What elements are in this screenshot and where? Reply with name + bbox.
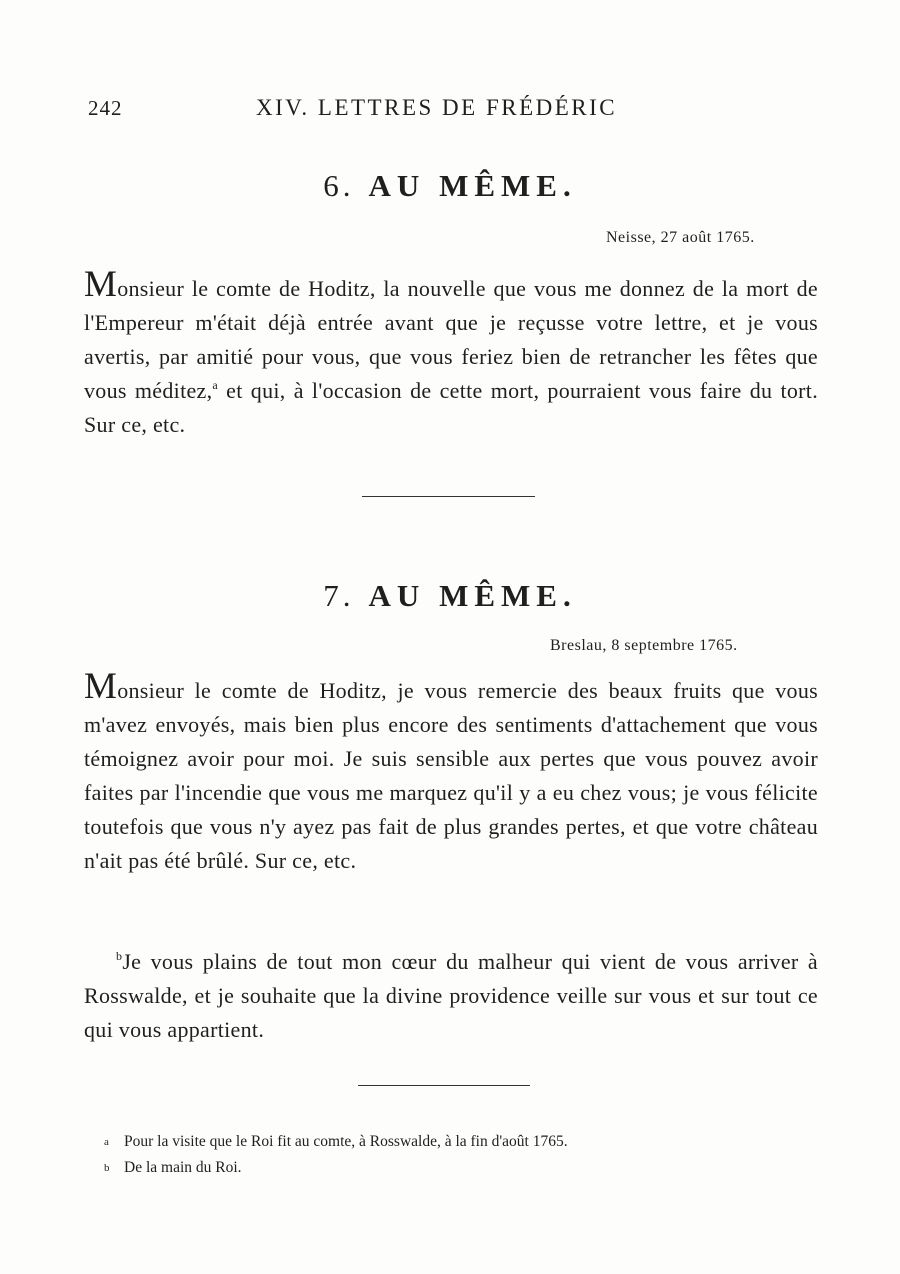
footnote-a-text: Pour la visite que le Roi fit au comte, à Rosswalde, à la fin d'août 1765. bbox=[124, 1133, 568, 1150]
footnote-b-mark: b bbox=[104, 1162, 110, 1174]
footnote-divider bbox=[358, 1085, 530, 1086]
letter-6-text-end: et qui, à l'occasion de cette mort, pourraient vous faire du tort. Sur ce, etc. bbox=[84, 378, 819, 437]
letter-6-initial: M bbox=[84, 264, 118, 305]
letter-7-heading bbox=[0, 578, 900, 614]
letter-6-title: AU MÊME. bbox=[368, 168, 577, 203]
page-number: 242 bbox=[88, 96, 123, 120]
letter-6-body bbox=[84, 264, 819, 442]
section-divider bbox=[362, 496, 535, 497]
letter-7-text: onsieur le comte de Hoditz, je vous remercie des beaux fruits que vous m'avez envoyés, mais bien plus encore des sentiments d'attachement que vous témoignez avoir pour moi. Je suis sensible aux pertes que vous pouvez avoir faites par l'incendie que vous me marquez qu'il y a eu chez vous; je vous félicite toutefois que vous n'y ayez pas fait de plus grandes pertes, et que votre château n'ait pas été brûlé. Sur ce, etc. bbox=[84, 678, 818, 873]
letter-6-number: 6. bbox=[323, 168, 355, 203]
footnote-a-mark: a bbox=[104, 1136, 109, 1148]
letter-7-initial: M bbox=[84, 666, 118, 707]
letter-7-postscript bbox=[84, 945, 818, 1047]
footnotes bbox=[104, 1129, 804, 1181]
running-head: XIV. LETTRES DE FRÉDÉRIC bbox=[256, 95, 618, 120]
footnote-b-text: De la main du Roi. bbox=[124, 1159, 242, 1176]
letter-6-heading bbox=[0, 168, 900, 204]
letter-7-number: 7. bbox=[323, 578, 355, 613]
letter-6-dateline: Neisse, 27 août 1765. bbox=[606, 229, 755, 246]
letter-7-dateline: Breslau, 8 septembre 1765. bbox=[550, 637, 738, 654]
footnote-ref-b[interactable]: b bbox=[116, 949, 123, 963]
letter-6-text-start: onsieur le comte de Hoditz, la nouvelle que vous me donnez de la mort de l'Empereur m'était déjà entrée avant que je reçusse votre lettre, et je vous avertis, par amitié pour vous, que vous feriez bien de retrancher les fêtes que vous méditez, bbox=[84, 276, 818, 403]
letter-7-body bbox=[84, 666, 818, 878]
footnote-b bbox=[104, 1155, 804, 1181]
footnote-ref-a[interactable]: a bbox=[212, 378, 219, 392]
letter-7-postscript-text: Je vous plains de tout mon cœur du malheur qui vient de vous arriver à Rosswalde, et je souhaite que la divine providence veille sur vous et sur tout ce qui vous appartient. bbox=[84, 949, 818, 1042]
footnote-a bbox=[104, 1129, 804, 1155]
letter-7-title: AU MÊME. bbox=[368, 578, 577, 613]
